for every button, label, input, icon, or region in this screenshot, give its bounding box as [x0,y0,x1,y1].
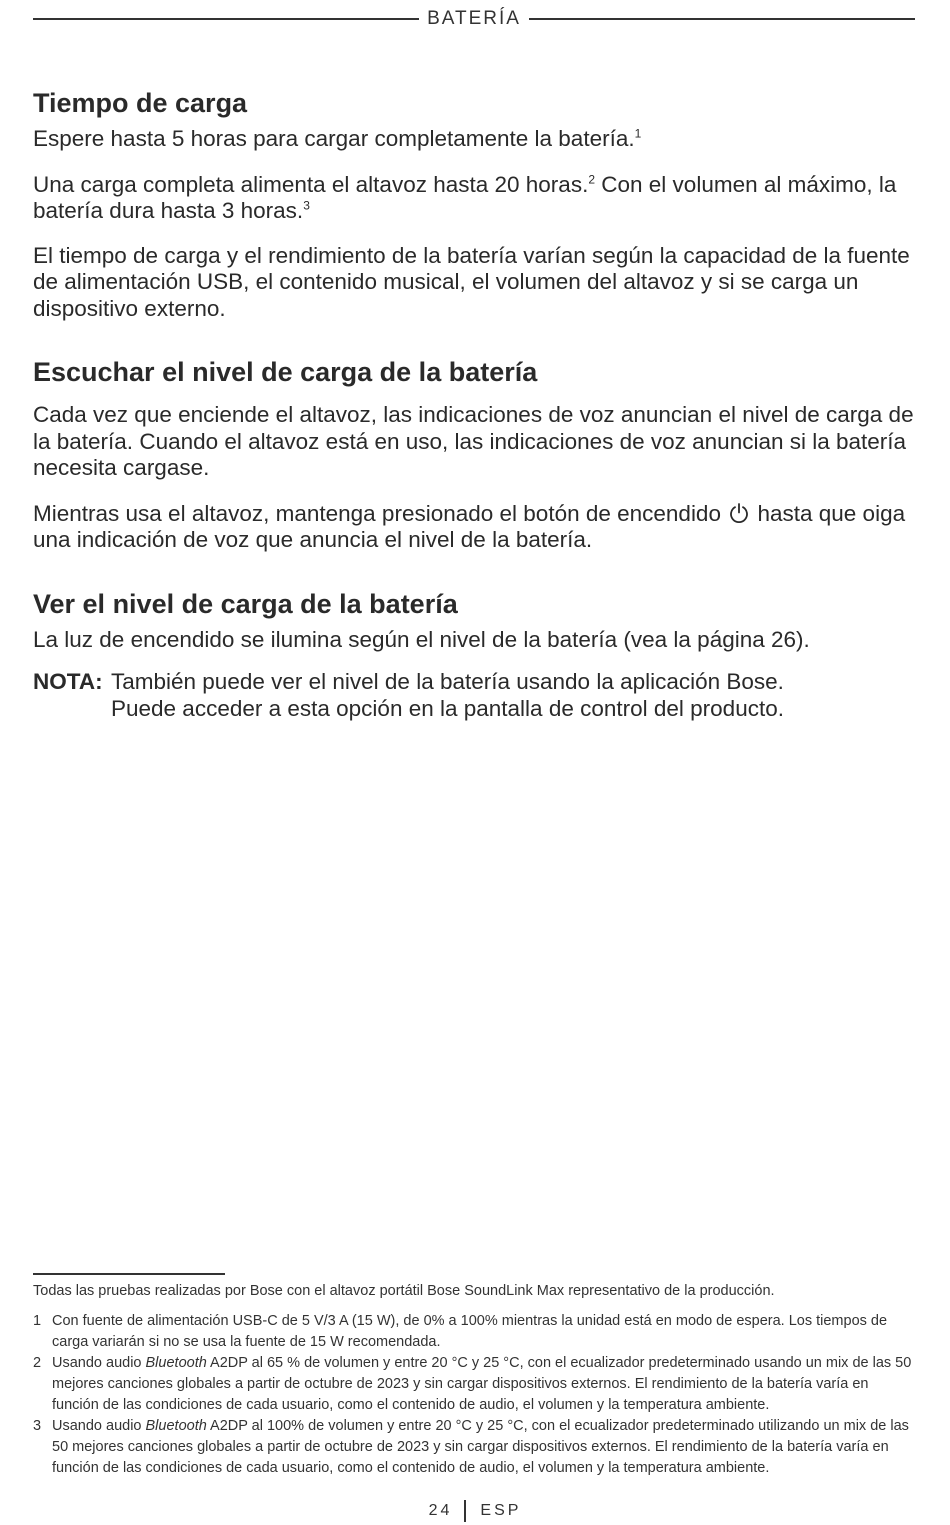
note-block [33,669,915,722]
footnote-item [33,1353,915,1416]
page-number: 24 [428,1502,453,1519]
footnote-number: 2 [33,1355,42,1371]
section-heading: Escuchar el nivel de carga de la batería [33,357,538,387]
footnote-item [33,1416,915,1479]
section-listen-battery [33,355,915,554]
footnote-rule [33,1273,225,1275]
footnote-ref: 1 [634,126,642,141]
note-label: NOTA: [33,669,103,694]
footnote-number: 1 [33,1313,42,1329]
paragraph: El tiempo de carga y el rendimiento de la batería varían según la capacidad de la fuente de alimentación USB, el contenido musical, el volumen del altavoz y si se carga un dispositivo externo. [33,242,910,321]
footnote-text: Con fuente de alimentación USB-C de 5 V/3 A (15 W), de 0% a 100% mientras la unidad está en modo de espera. Los tiempos de carga variarán si no se usa la fuente de 15 W recomendada. [52,1313,888,1350]
footnotes [33,1273,915,1479]
page-footer [0,1498,950,1524]
note-text: También puede ver el nivel de la batería usando la aplicación Bose. Puede acceder a esta opción en la pantalla de control del producto. [111,669,784,721]
power-icon [728,502,750,524]
footnote-intro: Todas las pruebas realizadas por Bose con el altavoz portátil Bose SoundLink Max representativo de la producción. [33,1283,775,1299]
paragraph: Espere hasta 5 horas para cargar completamente la batería.$^1$ [33,126,642,151]
footnote-number: 3 [33,1418,42,1434]
header-rule-right [529,18,915,20]
paragraph: La luz de encendido se ilumina según el nivel de la batería (vea la página 26). [33,626,810,652]
header-title: BATERÍA [427,8,521,29]
header-rule-left [33,18,419,20]
paragraph: Una carga completa alimenta el altavoz hasta 20 horas.$^2$ Con el volumen al máximo, la batería dura hasta 3 horas.$^3$ [33,171,897,223]
footer-separator [464,1500,466,1522]
footnote-text: Usando audio Bluetooth A2DP al 100% de volumen y entre 20 °C y 25 °C, con el ecualizador predeterminado utilizando un mix de las 50 mejores canciones globales a partir de octubre de 2023 y sin cargar dispositivos externos. El rendimiento de la batería varía en función de las condiciones de cada usuario, como el contenido de audio, el volumen y la temperatura ambiente. [52,1418,909,1476]
section-view-battery [33,587,915,723]
footnote-text: Usando audio Bluetooth A2DP al 65 % de volumen y entre 20 °C y 25 °C, con el ecualizador predeterminado usando un mix de las 50 mejores canciones globales a partir de octubre de 2023 y sin cargar dispositivos externos. El rendimiento de la batería varía en función de las condiciones de cada usuario, como el contenido de audio, el volumen y la temperatura ambiente. [52,1355,912,1413]
paragraph: Mientras usa el altavoz, mantenga presionado el botón de encendido hasta que oiga una indicación de voz que anuncia el nivel de la batería. [33,500,906,552]
paragraph: Cada vez que enciende el altavoz, las indicaciones de voz anuncian el nivel de carga de la batería. Cuando el altavoz está en uso, las indicaciones de voz anuncian si la batería necesita cargase. [33,402,914,480]
footnote-item [33,1311,915,1353]
main-content [33,86,915,722]
footnote-ref: 2 [588,172,596,186]
language-code: ESP [480,1502,522,1519]
footnote-ref: 3 [303,198,310,213]
section-charging-time [33,86,915,322]
page-header [33,8,915,30]
section-heading: Tiempo de carga [33,88,248,118]
section-heading: Ver el nivel de carga de la batería [33,588,458,619]
